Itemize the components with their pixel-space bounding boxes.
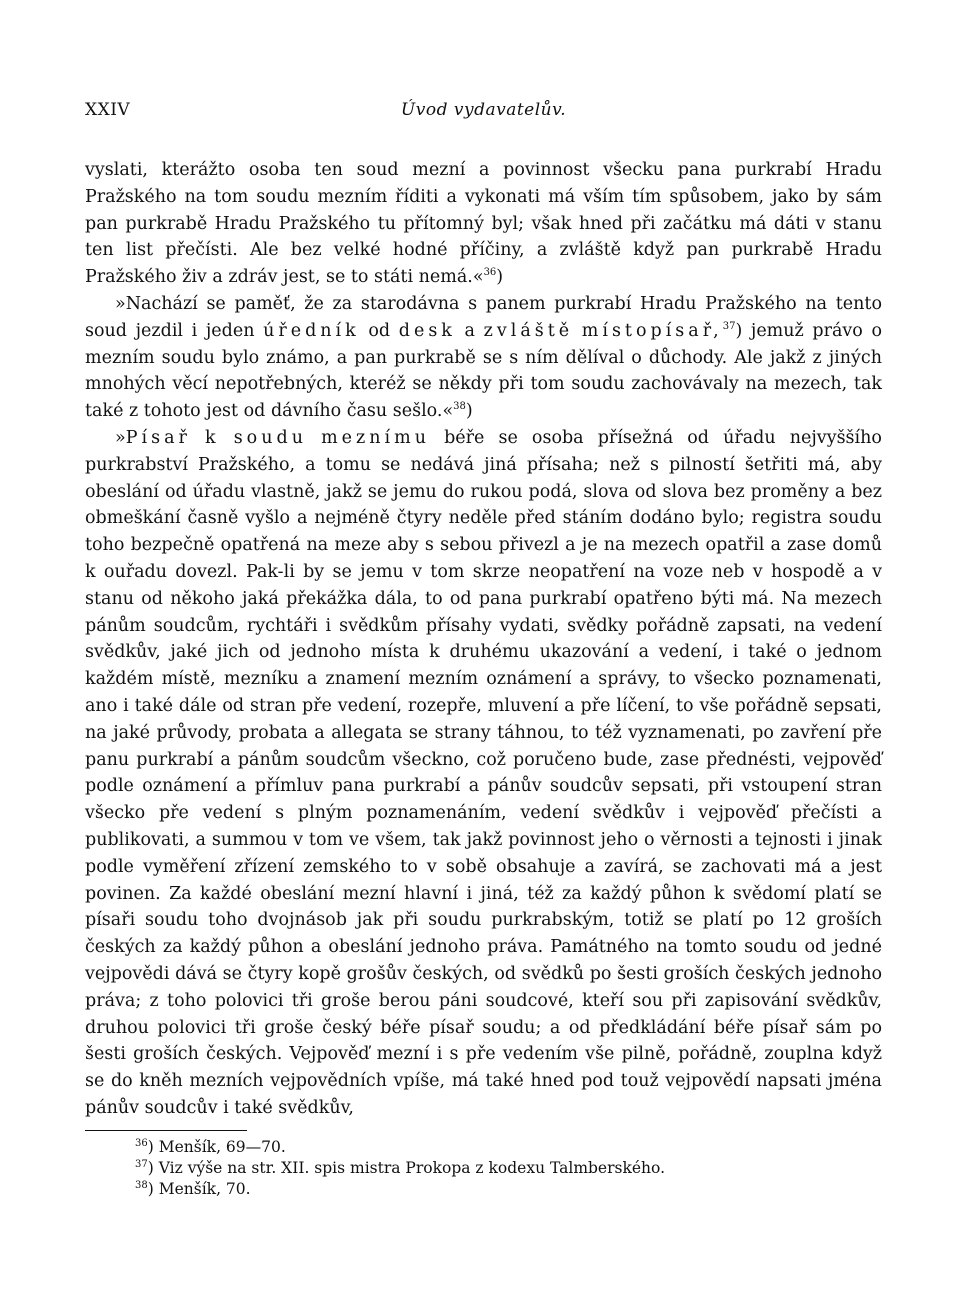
main-text — [85, 157, 882, 1122]
text-run: » — [115, 427, 126, 448]
footnote-paren: ) — [147, 1179, 154, 1198]
footnotes — [85, 1137, 882, 1200]
paragraph-1 — [85, 157, 882, 291]
spaced-term: místopísař, — [581, 320, 723, 341]
text-run: ) — [465, 401, 473, 422]
footnote-text: Viz výše na str. XII. spis mistra Prokopa z kodexu Talmberského. — [158, 1158, 666, 1177]
spaced-term: desk — [398, 320, 456, 341]
footnote-mark: 37 — [135, 1158, 148, 1170]
text-run: »Nachází se paměť, že za starodávna s panem purkrabí Hradu Pražského na tento soud jezdil i jeden — [85, 293, 882, 341]
spaced-term: k — [204, 427, 220, 448]
footnote-divider — [85, 1130, 247, 1131]
text-run: ) — [496, 267, 504, 288]
footnote-text: Menšík, 69—70. — [158, 1137, 286, 1156]
footnote-38 — [85, 1179, 882, 1200]
footnote-ref-38: 38 — [453, 401, 466, 413]
footnote-paren: ) — [147, 1137, 154, 1156]
footnote-mark: 36 — [135, 1137, 148, 1149]
footnote-37 — [85, 1158, 882, 1179]
text-run — [191, 428, 205, 448]
footnote-ref-37: 37 — [722, 320, 736, 332]
text-run: béře se osoba přísežná od úřadu nejvyššího purkrabství Pražského, a tomu se nedává jiná přísaha; než s pilností šetřiti má, aby obeslání od úřadu vlastně, jakž se jemu do rukou podá, slova od slova bez proměny a bez obmeškání časně vyšlo a nejméně čtyry neděle před stáním dodáno bylo; registra soudu toho bezpečně opatřená na meze aby s sebou přivezl a je na mezech opatřil a zase domů k ouřadu dovezl. Pak-li by se jemu v tom skrze neopatření na voze neb v hospodě a v stanu od někoho jaká překážka dála, to od pana purkrabí opatřeno býti má. Na mezech pánům soudcům, rychtáři i svědkům přísahy vydati, svědky pořádně zapsati, na vedení svědkův, jaké jich od jednoho místa k druhému ukazování a vedení, i také o jednom každém místě, mezníku a znamení mezním oznámení a správy, to všecko poznamenati, ano i také dále od stran pře vedení, rozepře, mluvení a pře líčení, to vše pořádně sepsati, na jaké průvody, probata a allegata se strany táhnou, to též vyznamenati, po zavření pře panu purkrabí a pánům soudcům všeckno, což poručeno bude, zase přednésti, vejpověď podle oznámení a přímluv pana purkrabí a pánův soudcův sepsati, při vstoupení stran všecko pře vedení s plným poznamenáním, vedení svědkův i vejpověď přečísti a publikovati, a summou v tom ve všem, tak jakž povinnost jeho o věrnosti a tejnosti i jinak podle vyměření zřízení zemského to v sobě obsahuje a zavírá, se zachovati má a jest povinen. Za každé obeslání mezní hlavní i jiná, též za každý půhon k svědomí platí se písaři soudu toho dvojnásob jak při soudu purkrabským, totiž se platí po 12 groších českých za každý půhon a obeslání jednoho práva. Památného na tomto soudu od jedné vejpovědi dává se čtyry kopě grošův českých, od svědků po šesti groších českých jednoho práva; z toho polovici tři groše berou páni soudcové, kteří sou při zapisování svědkův, druhou polovici tři groše český béře písař soudu; a od předkládání béře písař sám po šesti groších českých. Vejpověď mezní i s pře vedením vše pilně, pořádně, zouplna když se do kněh mezních vejpovědních vpíše, má také hned pod touž vejpovědí napsati jména pánův soudcův i také svědkův, — [85, 427, 882, 1118]
text-run: vyslati, kterážto osoba ten soud mezní a povinnost všecku pana purkrabí Hradu Pražského na tom soudu mezním říditi a vykonati má vším tím spůsobem, jako by sám pan purkrabě Hradu Pražského tu přítomný byl; však hned při začátku má dáti v stanu ten list přečísti. Ale bez velké hodné příčiny, a zvláště když pan purkrabě Hradu Pražského živ a zdráv jest, se to státi nemá.« — [85, 160, 882, 288]
document-page — [85, 100, 882, 1200]
page-header — [85, 100, 882, 130]
text-run — [573, 321, 582, 341]
page-number: XXIV — [85, 100, 131, 120]
footnote-text: Menšík, 70. — [158, 1179, 251, 1198]
text-run — [220, 428, 234, 448]
paragraph-2 — [85, 291, 882, 425]
spaced-term: Písař — [125, 427, 191, 448]
paragraph-3 — [85, 425, 882, 1122]
text-run: ) jemuž právo o mezním soudu bylo známo, a pan purkrabě se s ním dělíval o důchody. Ale jakž z jiných mnohých věcí nepotřebných, kteréž se někdy při tom soudu zachovávaly na mezech, tak také z tohoto jest od dávního času sešlo.« — [85, 320, 882, 422]
spaced-term: soudu — [233, 427, 307, 448]
text-run: a — [455, 320, 484, 341]
running-title: Úvod vydavatelův. — [400, 100, 567, 120]
text-run: od — [359, 320, 399, 341]
footnote-mark: 38 — [135, 1179, 148, 1191]
footnote-36 — [85, 1137, 882, 1158]
spaced-term: meznímu — [321, 427, 430, 448]
footnote-ref-36: 36 — [483, 267, 497, 279]
spaced-term: úředník — [263, 320, 360, 341]
spaced-term: zvláště — [483, 320, 574, 341]
text-run — [307, 428, 321, 448]
footnote-paren: ) — [147, 1158, 154, 1177]
